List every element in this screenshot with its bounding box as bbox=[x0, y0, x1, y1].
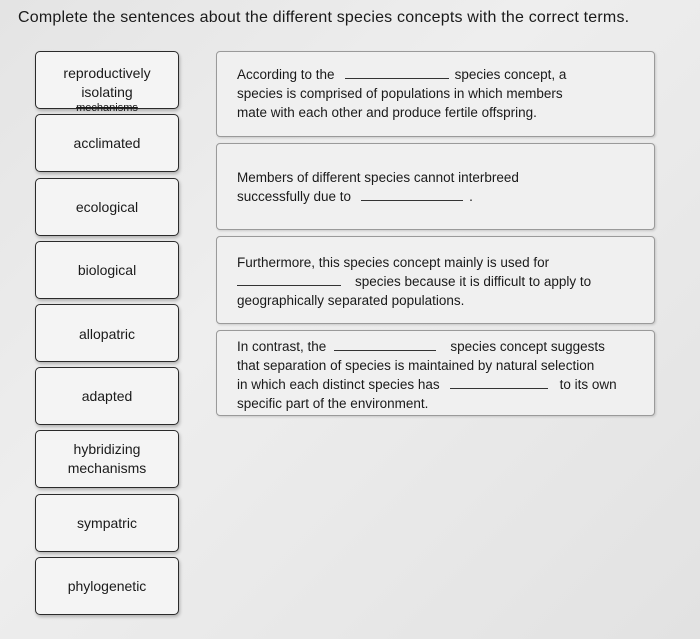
sentence-text: Members of different species cannot interbreed bbox=[237, 170, 519, 185]
drop-blank-5[interactable] bbox=[450, 376, 548, 389]
term-label: phylogenetic bbox=[67, 577, 147, 594]
sentence-text: Furthermore, this species concept mainly is used for bbox=[237, 255, 550, 270]
term-label: ecological bbox=[75, 198, 139, 215]
term-allopatric[interactable] bbox=[35, 304, 179, 362]
term-label: isolating bbox=[81, 84, 133, 100]
sentence-text: species concept, a bbox=[454, 67, 567, 82]
sentence-text: species concept suggests bbox=[450, 339, 605, 354]
term-label: adapted bbox=[81, 387, 133, 404]
sentence-text: mate with each other and produce fertile offspring. bbox=[237, 105, 537, 120]
term-label: sympatric bbox=[77, 514, 137, 531]
term-adapted[interactable] bbox=[35, 367, 179, 425]
sentence-1 bbox=[216, 51, 655, 137]
term-label: reproductively bbox=[63, 65, 151, 81]
drop-blank-1[interactable] bbox=[345, 66, 449, 79]
term-hybridizing-mechanisms[interactable] bbox=[35, 430, 179, 488]
sentence-text: species is comprised of populations in which members bbox=[237, 86, 563, 101]
sentence-2 bbox=[216, 143, 655, 230]
term-sympatric[interactable] bbox=[35, 494, 179, 552]
term-label: mechanisms bbox=[76, 102, 138, 114]
sentence-text: In contrast, the bbox=[237, 339, 327, 354]
sentence-text: specific part of the environment. bbox=[237, 396, 429, 411]
sentence-text: to its own bbox=[559, 377, 617, 392]
term-label: mechanisms bbox=[67, 460, 147, 476]
sentence-3 bbox=[216, 236, 655, 324]
term-phylogenetic[interactable] bbox=[35, 557, 179, 615]
term-biological[interactable] bbox=[35, 241, 179, 299]
term-label: allopatric bbox=[78, 326, 136, 342]
drop-blank-3[interactable] bbox=[237, 273, 341, 286]
sentence-text: According to the bbox=[237, 67, 335, 82]
sentence-text: . bbox=[469, 189, 473, 204]
sentence-text: in which each distinct species has bbox=[237, 377, 440, 392]
drop-blank-2[interactable] bbox=[361, 188, 463, 201]
term-reproductively-isolating-mechanisms[interactable] bbox=[35, 51, 179, 114]
sentence-text: species because it is difficult to apply to bbox=[355, 274, 592, 289]
term-acclimated[interactable] bbox=[35, 114, 179, 172]
term-label: hybridizing bbox=[73, 441, 141, 457]
sentence-text: geographically separated populations. bbox=[237, 293, 465, 308]
term-label: acclimated bbox=[73, 134, 141, 151]
term-label: biological bbox=[77, 261, 137, 278]
sentence-4 bbox=[216, 330, 655, 416]
sentence-text: successfully due to bbox=[237, 189, 352, 204]
drop-blank-4[interactable] bbox=[334, 338, 436, 351]
term-ecological[interactable] bbox=[35, 178, 179, 236]
question-title: Complete the sentences about the different species concepts with the correct terms. bbox=[18, 9, 630, 26]
sentence-text: that separation of species is maintained by natural selection bbox=[237, 358, 595, 373]
